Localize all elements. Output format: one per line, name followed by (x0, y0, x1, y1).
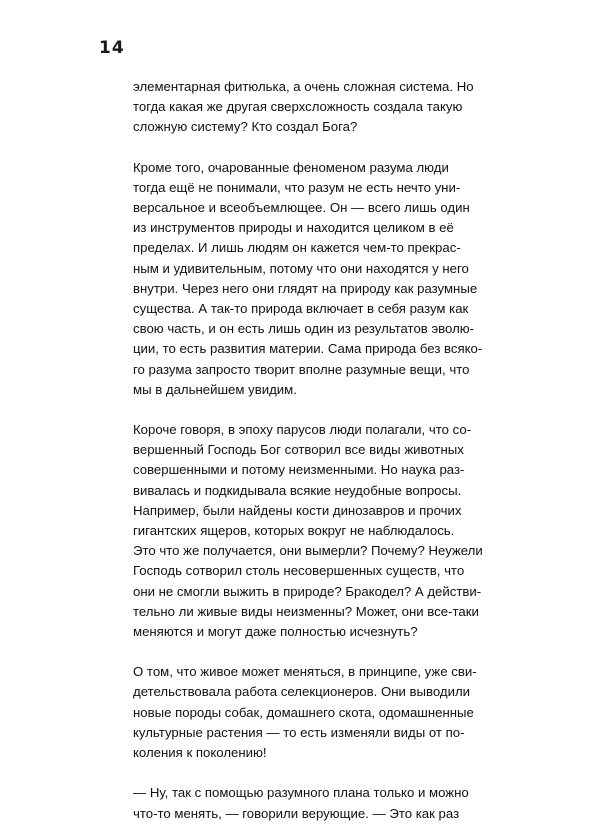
text-line: культурные растения — то есть изменяли виды от по- (133, 724, 465, 740)
text-line: пределах. И лишь людям он кажется чем-то прекрас- (133, 240, 461, 256)
text-line: Господь сотворил столь несовершенных существ, что (133, 563, 465, 579)
text-line: тогда ещё не понимали, что разум не есть нечто уни- (133, 179, 461, 195)
text-line: совершенными и потому неизменными. Но наука раз- (133, 462, 465, 478)
text-line: Например, были найдены кости динозавров и прочих (133, 502, 462, 518)
text-line: вивалась и подкидывала всякие неудобные вопросы. (133, 482, 462, 498)
text-line: версальное и всеобъемлющее. Он — всего лишь один (133, 200, 470, 216)
text-line: сложную систему? Кто создал Бога? (133, 119, 358, 135)
paragraph-1 (133, 77, 474, 138)
text-line: тогда какая же другая сверхсложность создала такую (133, 99, 463, 115)
text-line: коления к поколению! (133, 745, 267, 761)
text-line: ным и удивительным, потому что они находятся у него (133, 260, 469, 276)
text-line: свою часть, и он есть лишь один из результатов эволю- (133, 321, 475, 337)
paragraph-2 (133, 158, 483, 400)
text-line: — Ну, так с помощью разумного плана только и можно (133, 785, 469, 801)
text-line: Кроме того, очарованные феноменом разума люди (133, 159, 449, 175)
text-line: О том, что живое может меняться, в принципе, уже сви- (133, 664, 477, 680)
text-line: что-то менять, — говорили верующие. — Это как раз (133, 805, 460, 821)
text-line: меняются и могут даже полностью исчезнуть? (133, 624, 418, 640)
text-line: вершенный Господь Бог сотворил все виды животных (133, 442, 464, 458)
text-line: го разума запросто творит вполне разумные вещи, что (133, 361, 470, 377)
text-line: внутри. Через него они глядят на природу как разумные (133, 280, 478, 296)
text-column (133, 77, 483, 824)
paragraph-4 (133, 662, 477, 763)
paragraph-3 (133, 420, 483, 642)
text-line: тельно ли живые виды неизменны? Может, они все-таки (133, 603, 479, 619)
paragraph-5 (133, 783, 468, 823)
text-line: Это что же получается, они вымерли? Почему? Неужели (133, 543, 483, 559)
text-line: ции, то есть развития материи. Сама природа без всяко- (133, 341, 483, 357)
text-line: элементарная фитюлька, а очень сложная система. Но (133, 79, 474, 94)
text-line: они не смогли выжить в природе? Бракодел? А действи- (133, 583, 482, 599)
text-line: существа. А так-то природа включает в себя разум как (133, 301, 469, 317)
text-line: гигантских ящеров, которых вокруг не наблюдалось. (133, 523, 455, 539)
page-number: 14 (99, 38, 125, 58)
text-line: детельствовала работа селекционеров. Они выводили (133, 684, 471, 700)
text-line: новые породы собак, домашнего скота, одомашненные (133, 704, 474, 720)
text-line: из инструментов природы и находится целиком в её (133, 220, 454, 236)
text-line: мы в дальнейшем увидим. (133, 381, 297, 397)
text-line: Короче говоря, в эпоху парусов люди полагали, что со- (133, 422, 472, 438)
